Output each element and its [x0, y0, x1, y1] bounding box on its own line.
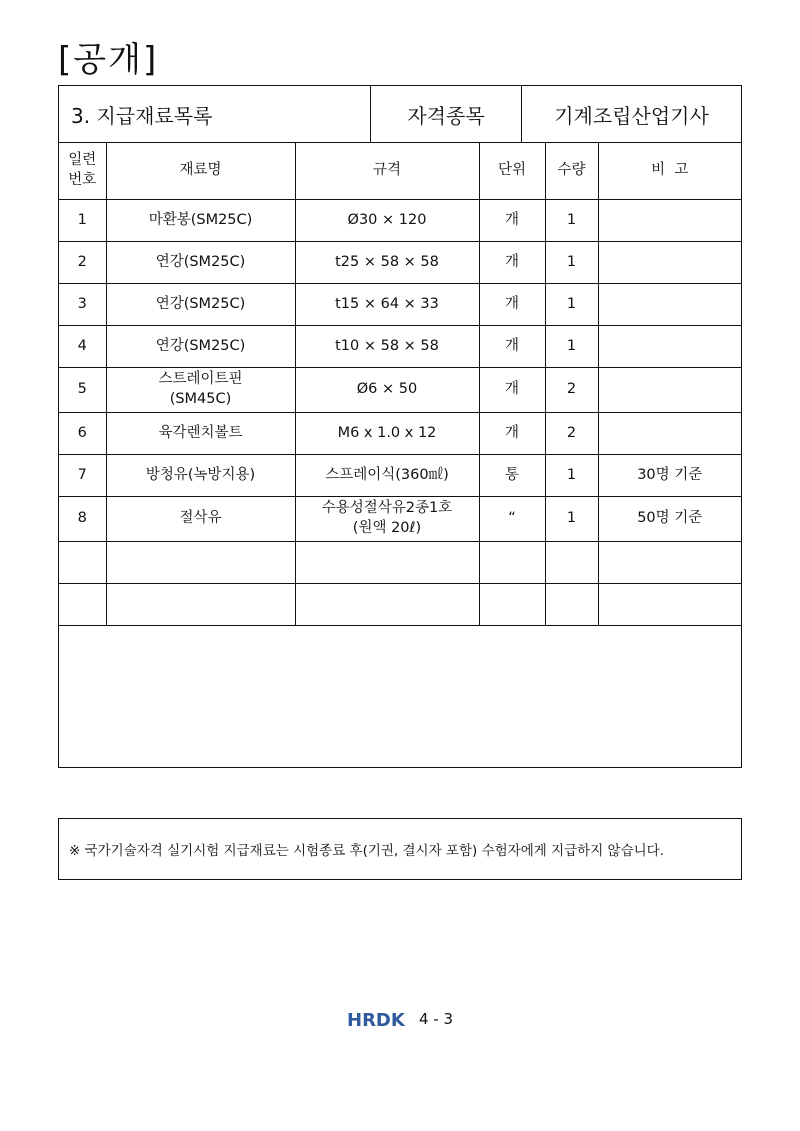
cell-note: [598, 326, 741, 368]
cell-name: 마환봉(SM25C): [106, 200, 295, 242]
materials-table: [59, 143, 741, 626]
page-number: 4 - 3: [418, 1010, 454, 1028]
document-badge: [공개]: [58, 40, 159, 80]
cell-qty: 1: [545, 284, 598, 326]
cell-unit: 개: [479, 368, 545, 413]
qualification-value: 기계조립산업기사: [554, 103, 709, 128]
cell-spec: t10 × 58 × 58: [295, 326, 479, 368]
cell-unit: [479, 542, 545, 584]
cell-note: 30명 기준: [598, 455, 741, 497]
table-row: [59, 200, 741, 242]
cell-no: 8: [59, 497, 106, 542]
cell-no: 3: [59, 284, 106, 326]
page-footer: [0, 1008, 800, 1030]
cell-spec: M6 x 1.0 x 12: [295, 413, 479, 455]
cell-no: 5: [59, 368, 106, 413]
cell-unit: 통: [479, 455, 545, 497]
section-title: 3. 지급재료목록: [59, 86, 371, 142]
cell-spec: 스프레이식(360㎖): [295, 455, 479, 497]
header-box: [58, 85, 742, 143]
cell-qty: 1: [545, 455, 598, 497]
cell-note: [598, 542, 741, 584]
table-row: [59, 368, 741, 413]
cell-no: 6: [59, 413, 106, 455]
cell-spec: [295, 542, 479, 584]
table-row: [59, 242, 741, 284]
cell-qty: 1: [545, 326, 598, 368]
cell-name: 육각렌치볼트: [106, 413, 295, 455]
col-header-spec: 규격: [295, 143, 479, 200]
cell-name: 연강(SM25C): [106, 242, 295, 284]
table-row: [59, 497, 741, 542]
cell-note: [598, 368, 741, 413]
cell-no: [59, 584, 106, 626]
table-row: [59, 284, 741, 326]
cell-note: [598, 284, 741, 326]
cell-name: 연강(SM25C): [106, 326, 295, 368]
hrdk-logo-text: HRDK: [346, 1010, 405, 1030]
cell-no: 2: [59, 242, 106, 284]
col-header-note: 비 고: [598, 143, 741, 200]
notice-box: ※ 국가기술자격 실기시험 지급재료는 시험종료 후(기권, 결시자 포함) 수험자에게 지급하지 않습니다.: [58, 818, 742, 880]
cell-unit: 개: [479, 200, 545, 242]
cell-note: [598, 584, 741, 626]
table-header-row: [59, 143, 741, 200]
cell-no: [59, 542, 106, 584]
table-row: [59, 584, 741, 626]
cell-no: 1: [59, 200, 106, 242]
cell-unit: 개: [479, 326, 545, 368]
cell-name: 절삭유: [106, 497, 295, 542]
table-row: [59, 542, 741, 584]
cell-qty: 1: [545, 497, 598, 542]
col-header-no: 일련 번호: [59, 143, 106, 200]
cell-no: 4: [59, 326, 106, 368]
materials-frame: [58, 143, 742, 768]
cell-unit: 개: [479, 284, 545, 326]
cell-name: 방청유(녹방지용): [106, 455, 295, 497]
cell-unit: “: [479, 497, 545, 542]
cell-no: 7: [59, 455, 106, 497]
cell-qty: 1: [545, 242, 598, 284]
hrdk-logo: [347, 1008, 409, 1030]
cell-spec: [295, 584, 479, 626]
cell-name: 연강(SM25C): [106, 284, 295, 326]
col-header-unit: 단위: [479, 143, 545, 200]
cell-spec: Ø30 × 120: [295, 200, 479, 242]
col-header-qty: 수량: [545, 143, 598, 200]
table-row: [59, 326, 741, 368]
cell-unit: 개: [479, 413, 545, 455]
table-row: [59, 455, 741, 497]
cell-qty: 1: [545, 200, 598, 242]
cell-note: [598, 413, 741, 455]
qualification-label: 자격종목: [371, 86, 522, 142]
cell-qty: 2: [545, 413, 598, 455]
cell-note: [598, 200, 741, 242]
cell-name: 스트레이트핀 (SM45C): [106, 368, 295, 413]
cell-name: [106, 584, 295, 626]
cell-spec: Ø6 × 50: [295, 368, 479, 413]
cell-qty: [545, 542, 598, 584]
cell-spec: 수용성절삭유2종1호 (원액 20ℓ): [295, 497, 479, 542]
cell-unit: 개: [479, 242, 545, 284]
cell-note: [598, 242, 741, 284]
table-row: [59, 413, 741, 455]
cell-name: [106, 542, 295, 584]
cell-spec: t25 × 58 × 58: [295, 242, 479, 284]
cell-unit: [479, 584, 545, 626]
col-header-name: 재료명: [106, 143, 295, 200]
cell-qty: [545, 584, 598, 626]
cell-spec: t15 × 64 × 33: [295, 284, 479, 326]
cell-note: 50명 기준: [598, 497, 741, 542]
cell-qty: 2: [545, 368, 598, 413]
